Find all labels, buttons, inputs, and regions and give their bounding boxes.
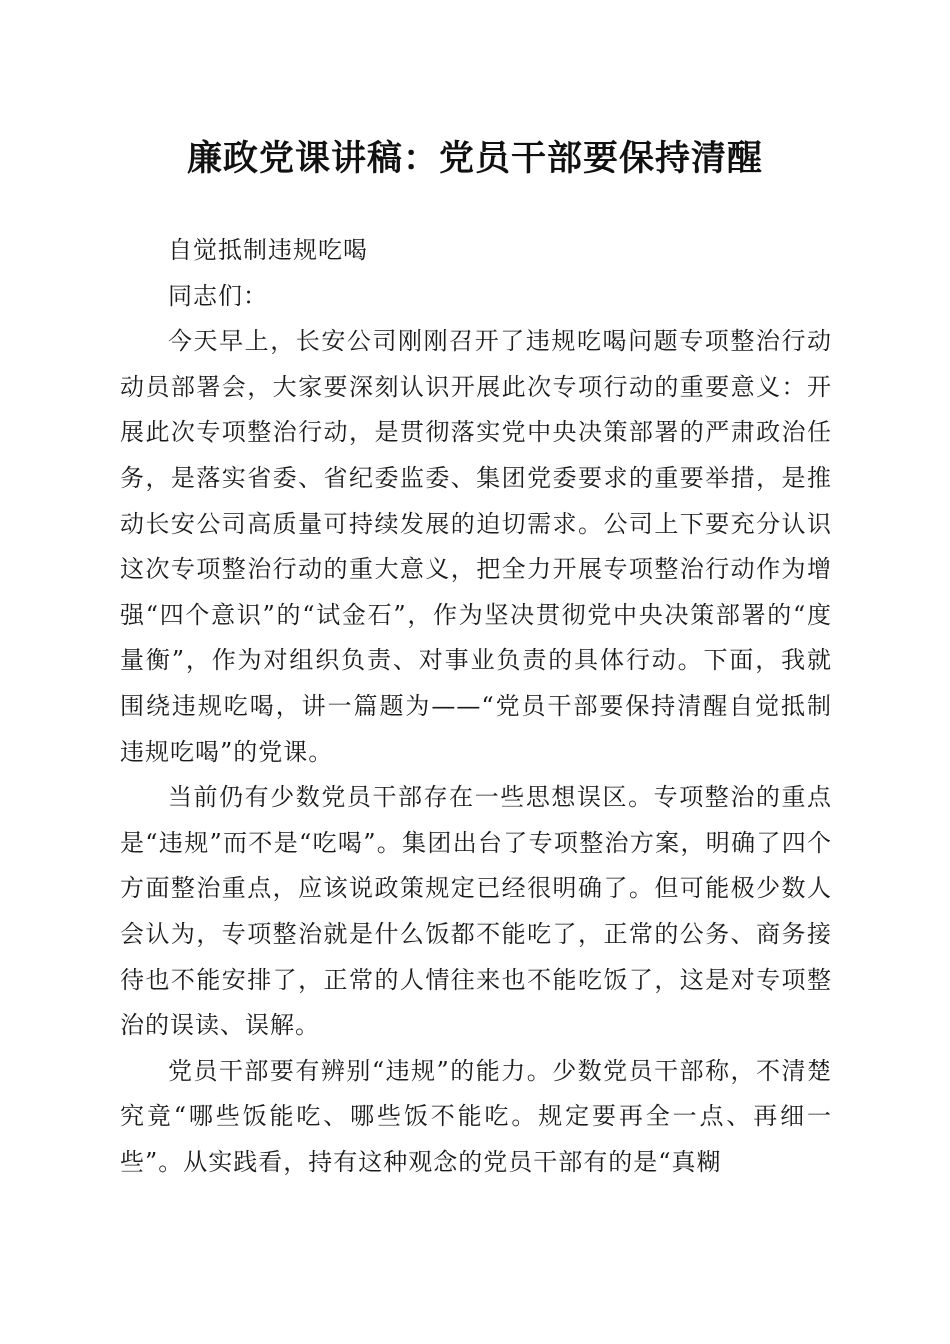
salutation-paragraph: 同志们： — [168, 281, 268, 310]
body-paragraph: 党员干部要有辨别“违规”的能力。少数党员干部称，不清楚究竟“哪些饭能吃、哪些饭不能吃。规定要再全一点、再细一些”。从实践看，持有这种观念的党员干部有的是“真糊 — [120, 1056, 832, 1176]
document-body — [120, 228, 832, 1185]
document-title: 廉政党课讲稿：党员干部要保持清醒 — [186, 138, 763, 179]
body-paragraph: 今天早上，长安公司刚刚召开了违规吃喝问题专项整治行动动员部署会，大家要深刻认识开展此次专项行动的重要意义：开展此次专项整治行动，是贯彻落实党中央决策部署的严肃政治任务，是落实省委、省纪委监委、集团党委要求的重要举措，是推动长安公司高质量可持续发展的迫切需求。公司上下要充分认识这次专项整治行动的重大意义，把全力开展专项整治行动作为增强“四个意识”的“试金石”，作为坚决贯彻党中央决策部署的“度量衡”，作为对组织负责、对事业负责的具体行动。下面，我就围绕违规吃喝，讲一篇题为——“党员干部要保持清醒自觉抵制违规吃喝”的党课。 — [120, 327, 832, 766]
subtitle-paragraph: 自觉抵制违规吃喝 — [168, 236, 368, 264]
body-paragraph: 当前仍有少数党员干部存在一些思想误区。专项整治的重点是“违规”而不是“吃喝”。集团出台了专项整治方案，明确了四个方面整治重点，应该说政策规定已经很明确了。但可能极少数人会认为，专项整治就是什么饭都不能吃了，正常的公务、商务接待也不能安排了，正常的人情往来也不能吃饭了，这是对专项整治的误读、误解。 — [120, 783, 832, 1040]
